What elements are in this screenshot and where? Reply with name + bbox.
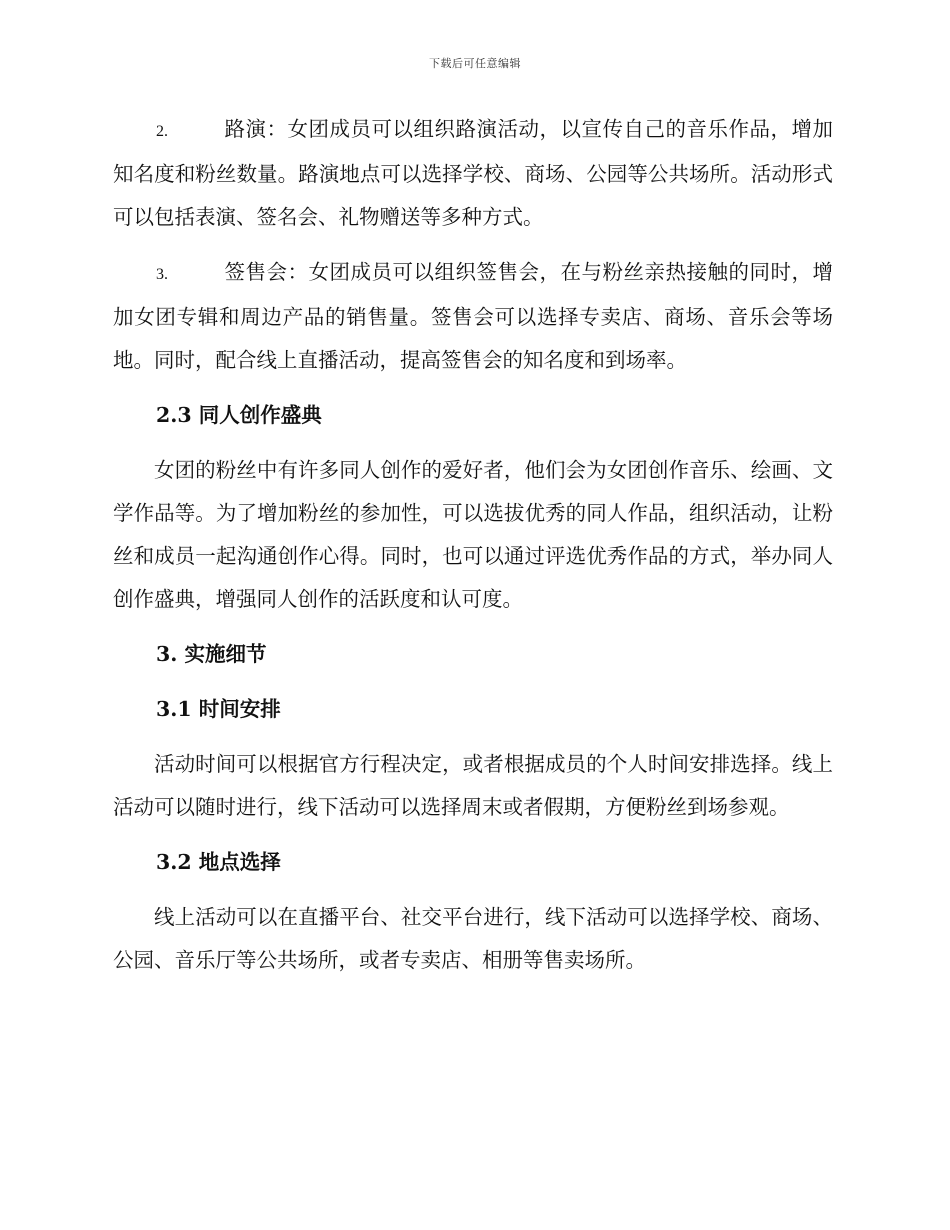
paragraph-3-2: 线上活动可以在直播平台、社交平台进行，线下活动可以选择学校、商场、公园、音乐厅等公共场所，或者专卖店、相册等售卖场所。 xyxy=(113,905,833,972)
section-heading-3-1: 3.1 时间安排 xyxy=(156,697,281,721)
list-number: 3. xyxy=(156,266,168,283)
list-number: 2. xyxy=(156,123,168,140)
paragraph-3-1: 活动时间可以根据官方行程决定，或者根据成员的个人时间安排选择。线上活动可以随时进行，线下活动可以选择周末或者假期，方便粉丝到场参观。 xyxy=(113,752,833,819)
list-item-signing xyxy=(113,251,833,382)
section-heading-3: 3. 实施细节 xyxy=(156,642,267,666)
paragraph-2-3: 女团的粉丝中有许多同人创作的爱好者，他们会为女团创作音乐、绘画、文学作品等。为了增加粉丝的参加性，可以选拔优秀的同人作品，组织活动，让粉丝和成员一起沟通创作心得。同时，也可以通过评选优秀作品的方式，举办同人创作盛典，增强同人创作的活跃度和认可度。 xyxy=(113,458,833,611)
list-item-roadshow xyxy=(113,108,833,239)
section-heading-2-3: 2.3 同人创作盛典 xyxy=(156,403,322,427)
list-item-text: 路演：女团成员可以组织路演活动，以宣传自己的音乐作品，增加知名度和粉丝数量。路演地点可以选择学校、商场、公园等公共场所。活动形式可以包括表演、签名会、礼物赠送等多种方式。 xyxy=(113,117,833,229)
page-header: 下载后可任意编辑 xyxy=(429,57,521,70)
list-item-text: 签售会：女团成员可以组织签售会，在与粉丝亲热接触的同时，增加女团专辑和周边产品的销售量。签售会可以选择专卖店、商场、音乐会等场地。同时，配合线上直播活动，提高签售会的知名度和到场率。 xyxy=(113,260,833,372)
document-body xyxy=(113,108,833,994)
section-heading-3-2: 3.2 地点选择 xyxy=(156,850,281,874)
